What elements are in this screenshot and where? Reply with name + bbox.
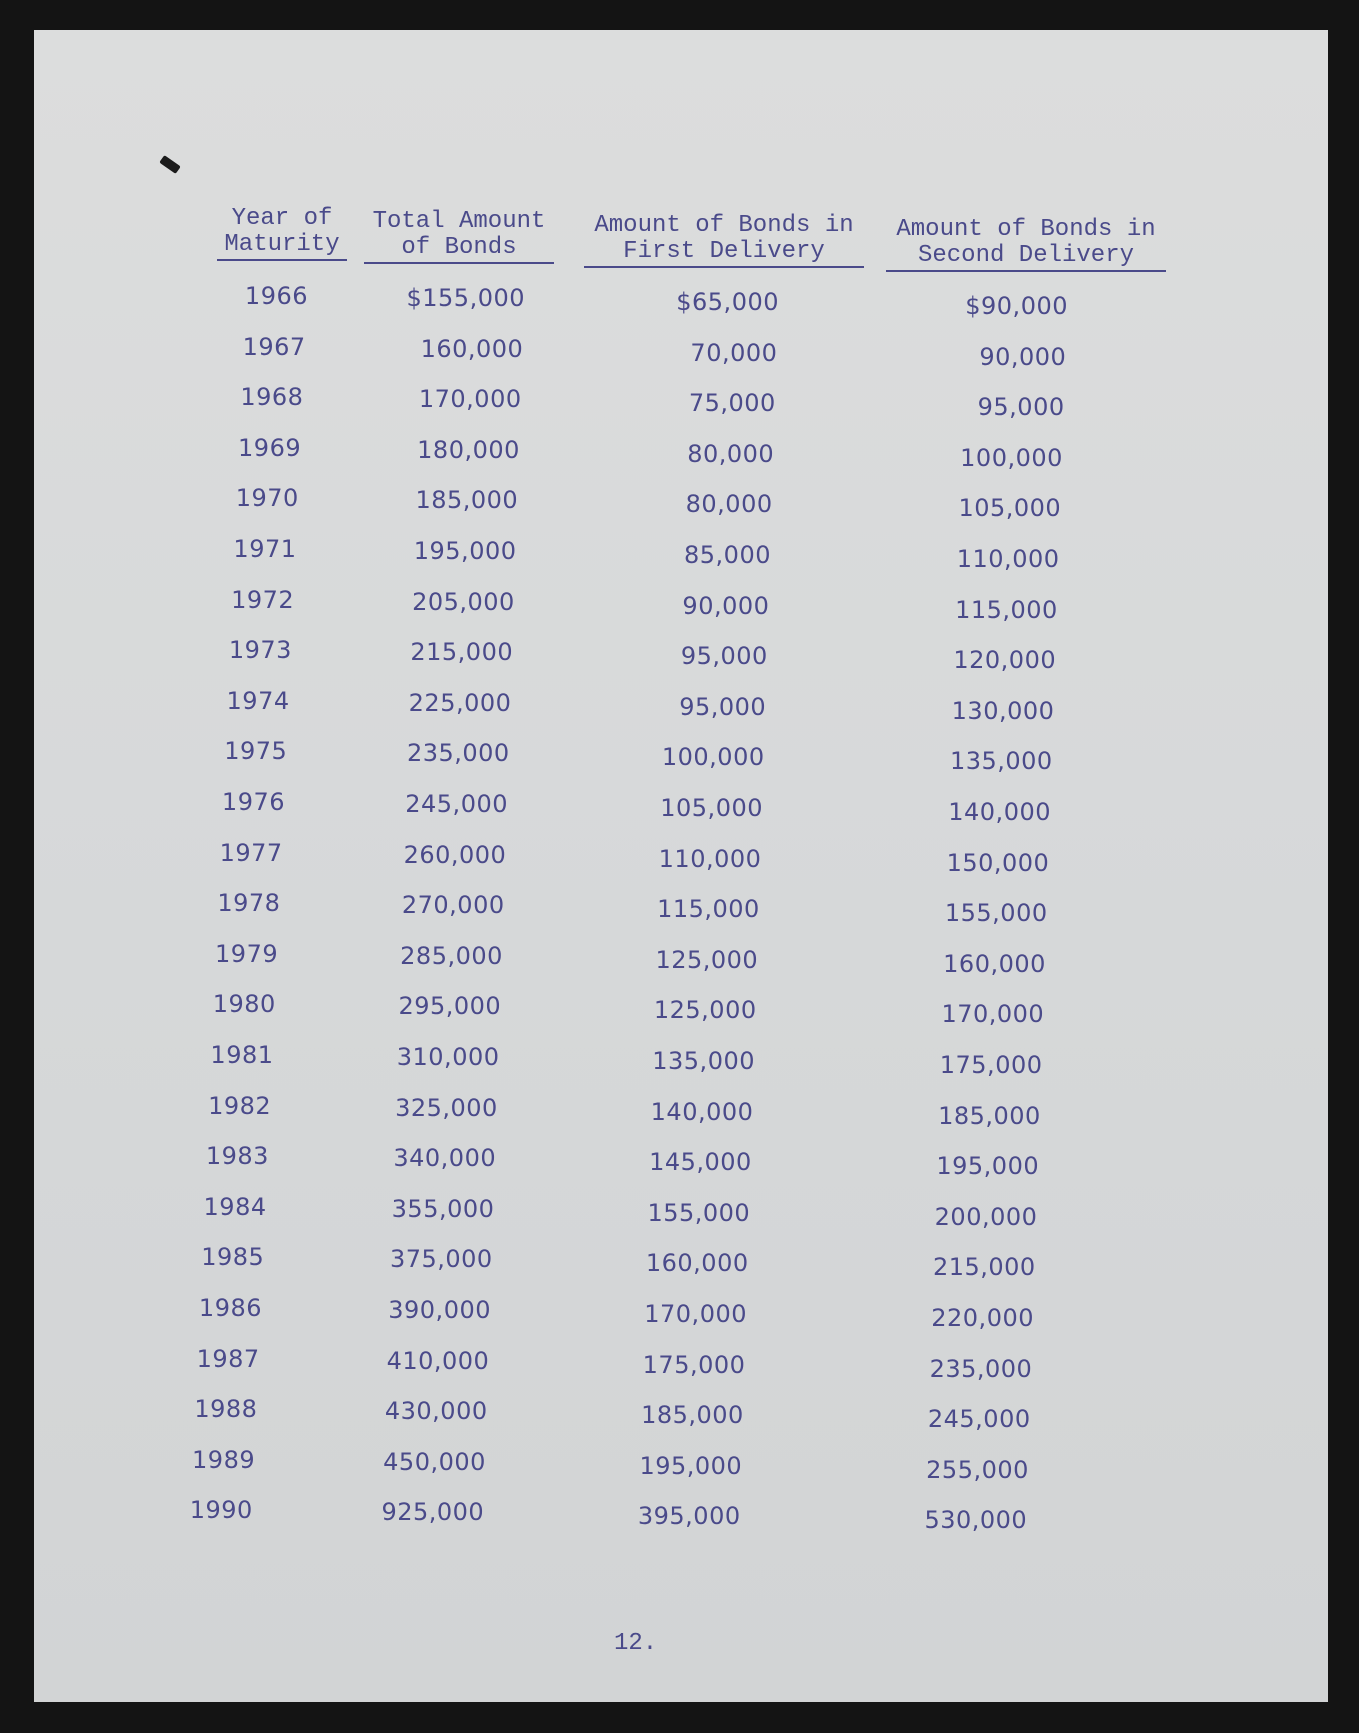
header-total-line1: Total Amount [372,208,546,235]
cell-second: 160,000 [943,949,1046,978]
cell-first: 95,000 [680,642,768,671]
cell-total: 245,000 [405,790,508,818]
cell-second: 245,000 [927,1405,1031,1434]
cell-total: 195,000 [413,537,517,565]
cell-total: $155,000 [406,284,525,312]
cell-year: 1968 [240,383,304,412]
cell-year: 1985 [201,1243,265,1272]
cell-total: 375,000 [389,1245,493,1274]
cell-total: 260,000 [403,840,507,869]
cell-year: 1988 [194,1395,258,1424]
cell-second: 95,000 [977,393,1065,422]
cell-first: 160,000 [645,1249,749,1278]
cell-first: 105,000 [660,794,763,822]
header-year-line1: Year of [231,205,333,232]
cell-second: 530,000 [924,1506,1028,1535]
cell-total: 270,000 [401,891,505,920]
cell-year: 1971 [233,535,297,563]
cell-year: 1983 [205,1142,269,1171]
cell-first: 170,000 [644,1300,747,1328]
header-second-line2: Second Delivery [886,243,1166,272]
header-first-delivery [584,213,864,268]
cell-first: 195,000 [639,1451,743,1480]
cell-total: 430,000 [384,1397,488,1426]
cell-year: 1974 [226,686,290,715]
cell-first: 140,000 [650,1097,754,1126]
cell-second: 150,000 [946,848,1050,877]
cell-year: 1981 [210,1041,274,1069]
cell-first: 115,000 [657,895,760,924]
cell-total: 215,000 [410,638,514,667]
cell-second: 175,000 [939,1051,1043,1079]
cell-year: 1979 [215,939,279,968]
cell-total: 170,000 [418,385,522,414]
cell-second: $90,000 [965,292,1068,320]
cell-first: 85,000 [684,541,771,569]
page-number: 12. [614,1630,658,1657]
cell-second: 185,000 [938,1101,1041,1130]
cell-first: 110,000 [658,844,762,873]
cell-total: 340,000 [393,1144,497,1173]
cell-total: 390,000 [388,1296,491,1324]
cell-first: 185,000 [641,1401,744,1430]
cell-total: 205,000 [412,587,515,616]
header-year-line2: Maturity [217,232,347,261]
cell-year: 1973 [228,636,292,665]
cell-first: 80,000 [687,439,775,468]
header-first-line1: Amount of Bonds in [594,212,854,239]
cell-second: 255,000 [926,1455,1029,1484]
cell-year: 1982 [208,1091,272,1120]
cell-second: 115,000 [955,595,1058,624]
cell-first: 135,000 [652,1047,755,1075]
cell-total: 180,000 [417,435,520,464]
cell-total: 295,000 [398,992,502,1021]
cell-first: 145,000 [649,1148,752,1177]
cell-second: 170,000 [941,1000,1045,1029]
header-total-amount [364,209,554,264]
cell-second: 135,000 [949,747,1053,776]
header-second-delivery [886,217,1166,272]
cell-second: 110,000 [956,545,1060,573]
header-total-line2: of Bonds [364,235,554,264]
cell-second: 155,000 [944,899,1048,928]
cell-year: 1970 [235,484,299,513]
document-page [34,30,1328,1702]
header-second-line1: Amount of Bonds in [896,216,1156,243]
cell-second: 130,000 [951,696,1055,725]
cell-year: 1989 [192,1445,256,1474]
cell-year: 1984 [203,1192,267,1221]
cell-year: 1987 [196,1344,260,1373]
cell-total: 925,000 [381,1498,485,1527]
cell-year: 1986 [198,1294,262,1322]
cell-second: 90,000 [979,342,1067,371]
cell-total: 310,000 [396,1043,500,1071]
cell-year: 1966 [244,282,308,310]
cell-total: 225,000 [408,688,512,717]
cell-total: 160,000 [420,334,524,363]
cell-total: 355,000 [391,1194,495,1223]
cell-first: 90,000 [682,591,770,620]
cell-first: 155,000 [647,1198,751,1227]
cell-year: 1975 [224,737,288,766]
cell-total: 450,000 [383,1447,486,1476]
cell-total: 185,000 [415,486,519,515]
cell-second: 200,000 [934,1202,1038,1231]
cell-year: 1990 [189,1496,253,1525]
cell-second: 100,000 [960,443,1063,472]
cell-total: 325,000 [395,1093,498,1122]
cell-second: 235,000 [929,1354,1033,1383]
cell-year: 1977 [219,838,283,867]
cell-second: 120,000 [953,646,1057,675]
cell-total: 410,000 [386,1346,490,1375]
cell-second: 105,000 [958,494,1062,523]
cell-year: 1972 [231,585,295,614]
cell-year: 1967 [242,332,306,361]
bond-maturity-table [34,30,1328,1702]
cell-first: 70,000 [690,338,778,367]
cell-first: 125,000 [655,945,759,974]
header-year-of-maturity [217,206,347,261]
cell-year: 1978 [217,889,281,918]
cell-first: 80,000 [685,490,773,519]
cell-first: 100,000 [661,743,765,772]
cell-second: 220,000 [931,1304,1034,1332]
cell-first: 395,000 [637,1502,741,1531]
cell-second: 195,000 [936,1152,1040,1181]
cell-total: 285,000 [400,941,503,970]
cell-total: 235,000 [406,739,510,768]
header-first-line2: First Delivery [584,239,864,268]
cell-first: 125,000 [653,996,757,1025]
cell-year: 1976 [221,788,285,816]
cell-first: $65,000 [676,288,779,316]
cell-second: 140,000 [948,798,1051,826]
cell-first: 175,000 [642,1350,746,1379]
cell-second: 215,000 [932,1253,1036,1282]
cell-year: 1969 [238,433,302,462]
cell-first: 75,000 [688,389,776,418]
cell-year: 1980 [212,990,276,1019]
cell-first: 95,000 [679,692,767,721]
